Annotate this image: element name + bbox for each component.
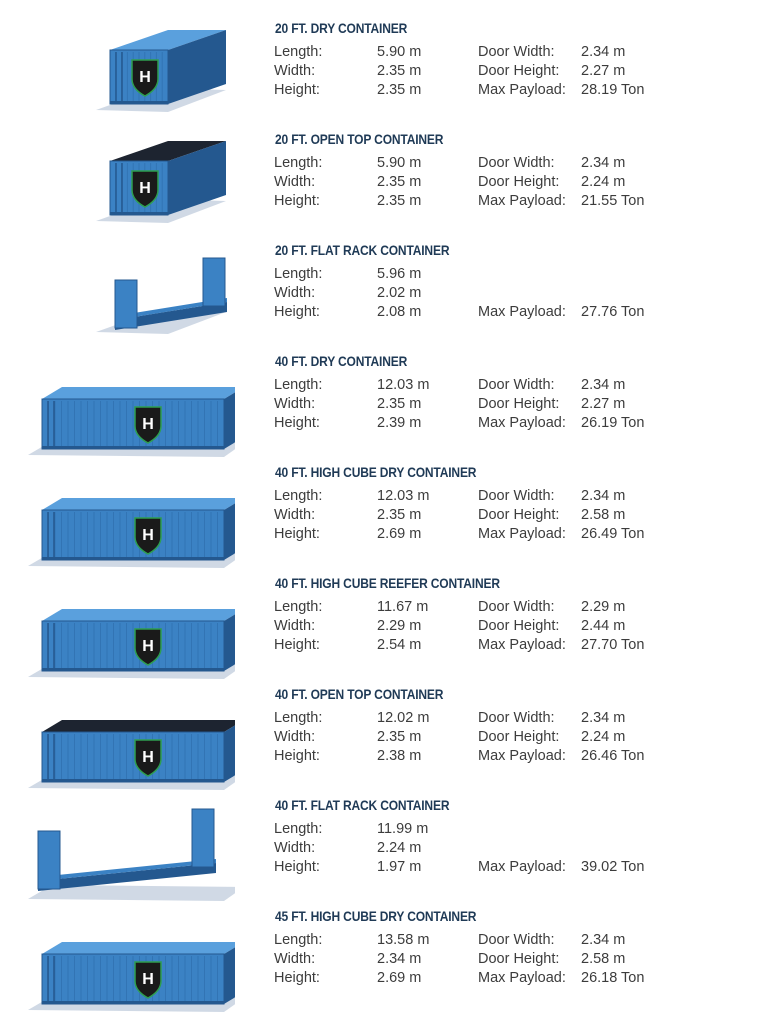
container-title: 45 FT. HIGH CUBE DRY CONTAINER [275,908,477,924]
height-value: 2.35 m [377,82,422,98]
height-value: 2.54 m [377,637,422,653]
width-value: 2.35 m [377,63,422,79]
container-title: 40 FT. OPEN TOP CONTAINER [275,686,444,702]
door-height-label: Door Height: [478,63,560,79]
brand-logo-letter: H [142,416,154,433]
door-height-value: 2.24 m [581,174,626,190]
door-width-value: 2.34 m [581,488,626,504]
container-title: 20 FT. DRY CONTAINER [275,20,408,36]
height-value: 2.69 m [377,970,422,986]
door-width-label: Door Width: [478,44,555,60]
door-height-label: Door Height: [478,174,560,190]
length-label: Length: [274,599,323,615]
height-label: Height: [274,82,320,98]
max-payload-value: 21.55 Ton [581,193,645,209]
max-payload-label: Max Payload: [478,193,566,209]
door-width-value: 2.34 m [581,377,626,393]
length-value: 12.03 m [377,377,430,393]
container-illustration [20,238,235,349]
length-value: 5.90 m [377,155,422,171]
brand-logo-letter: H [139,180,151,197]
height-label: Height: [274,970,320,986]
container-entry [0,131,763,242]
door-width-label: Door Width: [478,710,555,726]
length-label: Length: [274,821,323,837]
door-width-label: Door Width: [478,932,555,948]
door-width-value: 2.34 m [581,155,626,171]
container-entry [0,464,763,575]
width-label: Width: [274,174,316,190]
flat-rack-end-wall [203,258,225,306]
max-payload-label: Max Payload: [478,748,566,764]
flat-rack-end-wall [192,809,214,867]
height-label: Height: [274,748,320,764]
max-payload-value: 26.46 Ton [581,748,645,764]
length-value: 12.03 m [377,488,430,504]
door-height-value: 2.24 m [581,729,626,745]
door-width-label: Door Width: [478,488,555,504]
max-payload-value: 26.49 Ton [581,526,645,542]
height-label: Height: [274,415,320,431]
length-value: 5.90 m [377,44,422,60]
container-roof [42,942,235,954]
width-label: Width: [274,63,316,79]
container-title: 20 FT. FLAT RACK CONTAINER [275,242,450,258]
max-payload-value: 27.76 Ton [581,304,645,320]
max-payload-value: 39.02 Ton [581,859,645,875]
height-label: Height: [274,859,320,875]
length-label: Length: [274,488,323,504]
container-entry [0,20,763,131]
container-entry [0,797,763,908]
max-payload-label: Max Payload: [478,637,566,653]
door-width-label: Door Width: [478,155,555,171]
door-height-label: Door Height: [478,729,560,745]
door-height-label: Door Height: [478,951,560,967]
container-illustration [20,468,235,579]
width-value: 2.35 m [377,729,422,745]
container-entry [0,686,763,797]
max-payload-value: 26.18 Ton [581,970,645,986]
door-width-label: Door Width: [478,599,555,615]
height-value: 2.35 m [377,193,422,209]
container-title: 40 FT. HIGH CUBE DRY CONTAINER [275,464,477,480]
door-width-value: 2.34 m [581,932,626,948]
door-width-value: 2.29 m [581,599,626,615]
length-value: 12.02 m [377,710,430,726]
max-payload-label: Max Payload: [478,970,566,986]
height-value: 2.39 m [377,415,422,431]
max-payload-value: 26.19 Ton [581,415,645,431]
door-height-value: 2.27 m [581,396,626,412]
width-value: 2.29 m [377,618,422,634]
door-height-value: 2.27 m [581,63,626,79]
width-value: 2.35 m [377,507,422,523]
height-value: 2.38 m [377,748,422,764]
max-payload-label: Max Payload: [478,859,566,875]
width-label: Width: [274,507,316,523]
container-illustration [20,127,235,238]
height-label: Height: [274,637,320,653]
width-value: 2.35 m [377,174,422,190]
height-value: 2.08 m [377,304,422,320]
container-title: 40 FT. DRY CONTAINER [275,353,408,369]
door-height-value: 2.58 m [581,507,626,523]
max-payload-label: Max Payload: [478,415,566,431]
container-entry [0,242,763,353]
brand-logo-letter: H [142,527,154,544]
flat-rack-end-wall [38,831,60,889]
door-height-label: Door Height: [478,396,560,412]
width-label: Width: [274,840,316,856]
height-label: Height: [274,193,320,209]
width-label: Width: [274,729,316,745]
height-value: 1.97 m [377,859,422,875]
width-value: 2.34 m [377,951,422,967]
width-label: Width: [274,396,316,412]
door-height-value: 2.44 m [581,618,626,634]
max-payload-value: 27.70 Ton [581,637,645,653]
height-value: 2.69 m [377,526,422,542]
length-value: 11.99 m [377,821,429,837]
length-value: 5.96 m [377,266,422,282]
width-label: Width: [274,618,316,634]
length-label: Length: [274,377,323,393]
container-roof [42,720,235,732]
width-value: 2.24 m [377,840,422,856]
flat-rack-end-wall [115,280,137,328]
door-width-label: Door Width: [478,377,555,393]
door-width-value: 2.34 m [581,710,626,726]
container-illustration [20,801,235,912]
brand-logo-letter: H [139,69,151,86]
width-value: 2.02 m [377,285,422,301]
max-payload-label: Max Payload: [478,82,566,98]
length-value: 13.58 m [377,932,430,948]
height-label: Height: [274,304,320,320]
container-roof [42,498,235,510]
length-label: Length: [274,155,323,171]
width-value: 2.35 m [377,396,422,412]
length-label: Length: [274,266,323,282]
brand-logo-letter: H [142,638,154,655]
length-label: Length: [274,44,323,60]
brand-logo-letter: H [142,749,154,766]
container-entry [0,908,763,1019]
container-illustration [20,912,235,1023]
container-entry [0,353,763,464]
container-illustration [20,357,235,468]
length-label: Length: [274,932,323,948]
height-label: Height: [274,526,320,542]
container-illustration [20,16,235,127]
door-height-value: 2.58 m [581,951,626,967]
width-label: Width: [274,951,316,967]
max-payload-value: 28.19 Ton [581,82,645,98]
container-entry [0,575,763,686]
container-title: 40 FT. FLAT RACK CONTAINER [275,797,450,813]
container-illustration [20,690,235,801]
container-title: 40 FT. HIGH CUBE REEFER CONTAINER [275,575,500,591]
door-height-label: Door Height: [478,507,560,523]
container-roof [42,609,235,621]
door-height-label: Door Height: [478,618,560,634]
container-title: 20 FT. OPEN TOP CONTAINER [275,131,444,147]
container-roof [42,387,235,399]
width-label: Width: [274,285,316,301]
brand-logo-letter: H [142,971,154,988]
length-value: 11.67 m [377,599,429,615]
door-width-value: 2.34 m [581,44,626,60]
container-illustration [20,579,235,690]
length-label: Length: [274,710,323,726]
max-payload-label: Max Payload: [478,304,566,320]
max-payload-label: Max Payload: [478,526,566,542]
